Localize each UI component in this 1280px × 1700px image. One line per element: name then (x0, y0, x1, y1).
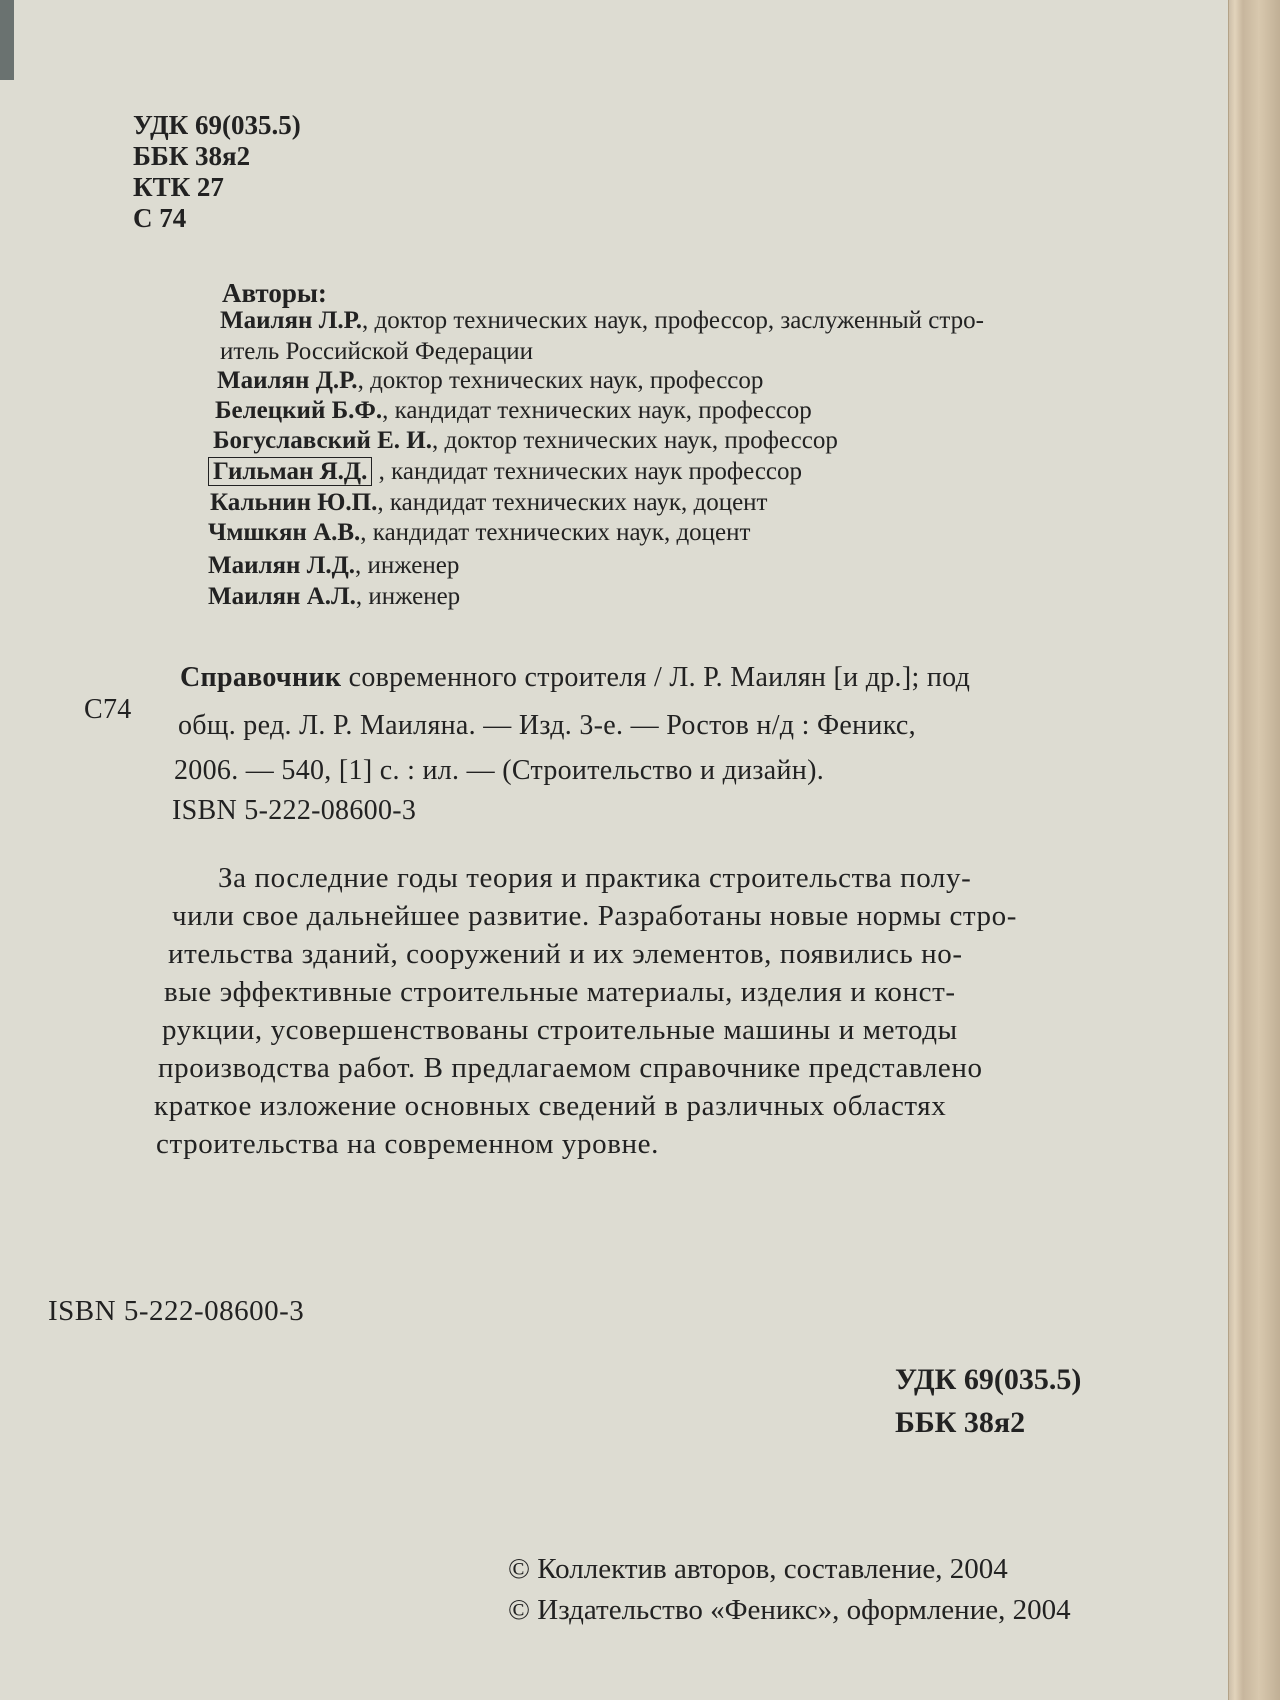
author-description: , кандидат технических наук, доцент (377, 489, 768, 516)
annotation-line: краткое изложение основных сведений в различных областях (154, 1090, 947, 1122)
author-entry (213, 428, 838, 453)
copyright-line-1: © Коллектив авторов, составление, 2004 (508, 1553, 1008, 1585)
annotation-line: вые эффективные строительные материалы, изделия и конст- (164, 976, 956, 1008)
annotation-line: строительства на современном уровне. (156, 1128, 659, 1160)
author-description: , кандидат технических наук, профессор (382, 397, 812, 424)
author-description: , инженер (355, 583, 461, 610)
author-entry (220, 339, 533, 364)
author-entry (220, 308, 984, 333)
author-description: , инженер (355, 552, 460, 579)
bib-line-3: 2006. — 540, [1] с. : ил. — (Строительство и дизайн). (174, 755, 825, 786)
author-name: Маилян Л.Д. (208, 552, 356, 579)
author-name: Белецкий Б.Ф. (215, 397, 383, 424)
author-name: Маилян Д.Р. (217, 367, 358, 394)
page-edges (1228, 0, 1280, 1700)
author-description: , доктор технических наук, профессор (357, 367, 764, 394)
classification-code: КТК 27 (133, 172, 224, 202)
bib-isbn: ISBN 5-222-08600-3 (172, 795, 417, 826)
author-name: Богуславский Е. И. (213, 427, 432, 454)
classification-code: С 74 (133, 203, 187, 233)
author-name: Маилян Л.Р. (220, 307, 362, 334)
bib-line-2: общ. ред. Л. Р. Маиляна. — Изд. 3-е. — Ростов н/д : Феникс, (178, 710, 916, 741)
author-name: Чмшкян А.В. (208, 519, 361, 546)
annotation-line: ительства зданий, сооружений и их элементов, появились но- (168, 938, 963, 970)
classification-code: УДК 69(035.5) (133, 110, 301, 140)
copyright-line-2: © Издательство «Феникс», оформление, 2004 (508, 1594, 1071, 1626)
author-name: Маилян А.Л. (208, 583, 356, 610)
footer-udk: УДК 69(035.5) (895, 1363, 1082, 1396)
authors-title: Авторы: (222, 278, 327, 308)
author-description: , доктор технических наук, профессор (431, 427, 838, 454)
annotation-line: чили свое дальнейшее развитие. Разработаны новые нормы стро- (172, 900, 1017, 932)
bib-code: С74 (84, 694, 132, 725)
footer-bbk: ББК 38я2 (895, 1406, 1026, 1439)
author-entry (215, 398, 812, 423)
classification-code: ББК 38я2 (133, 141, 251, 171)
author-entry (208, 459, 802, 484)
author-entry (208, 584, 460, 609)
author-entry (208, 520, 750, 545)
bib-title: Справочник (180, 662, 342, 693)
footer-isbn: ISBN 5-222-08600-3 (48, 1295, 305, 1327)
author-entry (208, 553, 459, 578)
author-name: Гильман Я.Д. (208, 457, 372, 486)
author-entry (210, 490, 767, 515)
bib-line-1 (180, 664, 970, 692)
book-spine (0, 0, 14, 80)
author-description: , кандидат технических наук, доцент (360, 519, 751, 546)
author-entry (217, 368, 763, 393)
bib-line-1-rest: современного строителя / Л. Р. Маилян [и др.]; под (341, 662, 971, 693)
author-description: итель Российской Федерации (220, 338, 534, 365)
annotation-line: производства работ. В предлагаемом справочнике представлено (158, 1052, 983, 1084)
author-name: Кальнин Ю.П. (210, 489, 378, 516)
annotation-line: рукции, усовершенствованы строительные машины и методы (162, 1014, 958, 1046)
author-description: , доктор технических наук, профессор, заслуженный стро- (361, 307, 984, 334)
author-description: , кандидат технических наук профессор (372, 458, 803, 485)
annotation-line: За последние годы теория и практика строительства полу- (218, 862, 972, 894)
